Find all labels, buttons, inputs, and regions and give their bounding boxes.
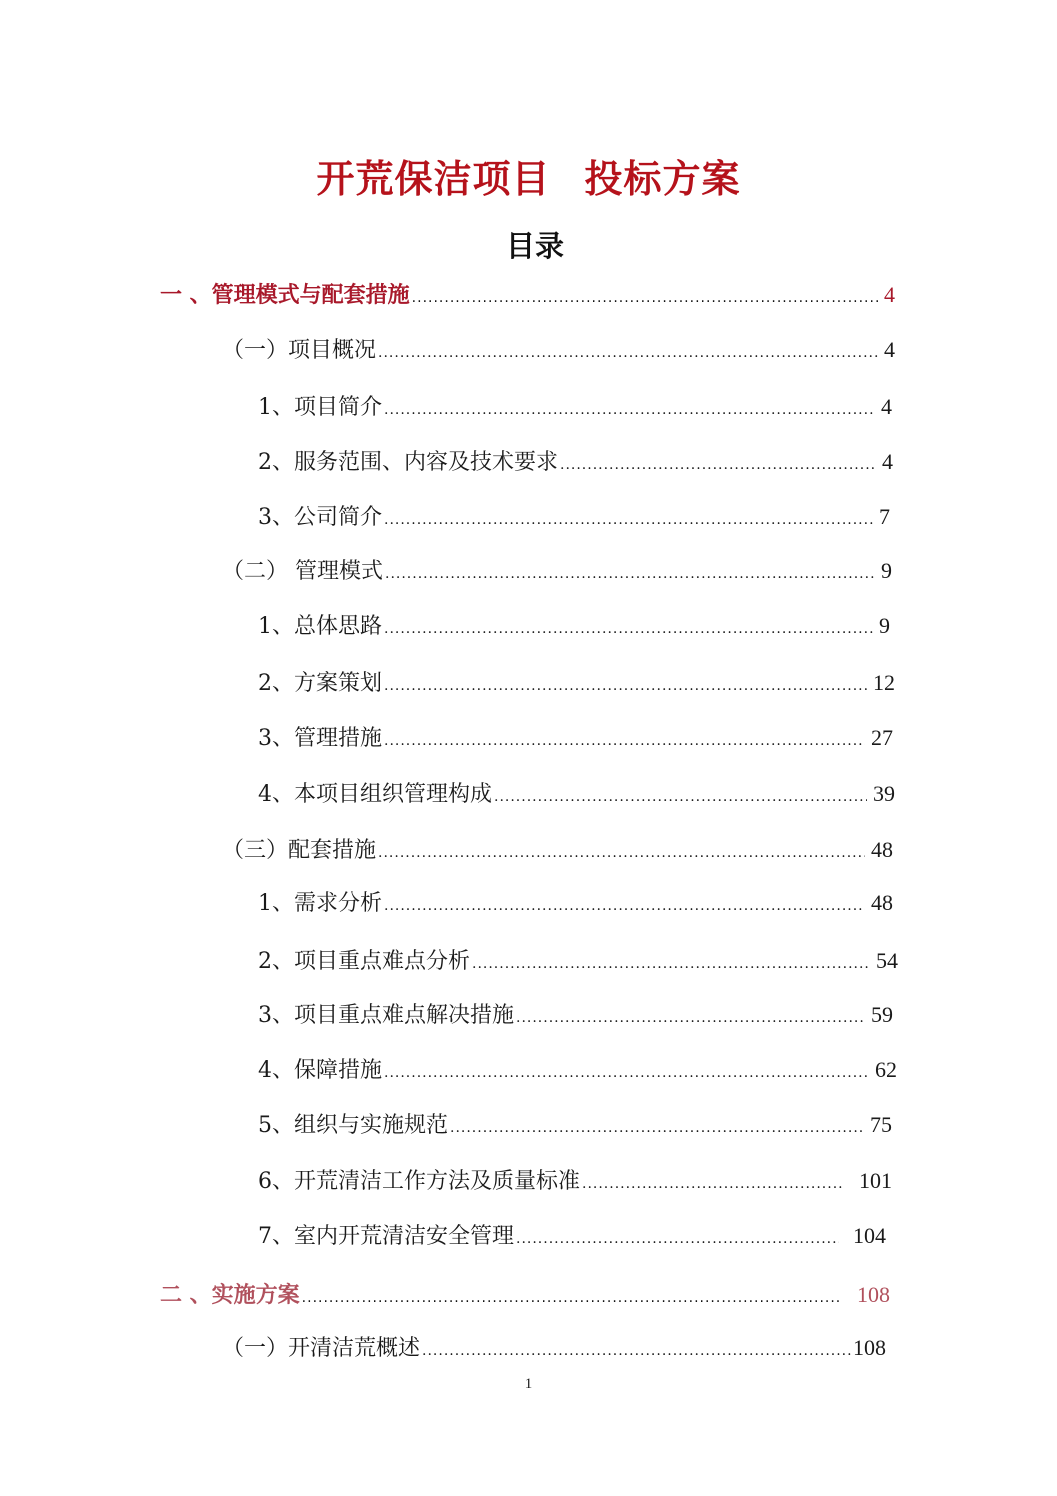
toc-page: 4: [882, 449, 893, 474]
toc-page: 104: [853, 1223, 886, 1248]
toc-entry-level3[interactable]: [258, 779, 895, 809]
toc-label: 4、保障措施: [258, 1058, 382, 1083]
toc-entry-level1[interactable]: [160, 1280, 890, 1310]
toc-page: 48: [871, 837, 893, 862]
toc-page: 108: [853, 1335, 886, 1360]
leader-dots: [494, 782, 867, 812]
toc-entry-level3[interactable]: [258, 888, 893, 918]
toc-page: 108: [857, 1282, 890, 1307]
leader-dots: [450, 1113, 864, 1143]
toc-entry-level3[interactable]: [258, 1000, 893, 1030]
title-part-1: 开荒保洁项目: [316, 157, 551, 201]
toc-label: 二 、实施方案: [160, 1283, 300, 1308]
toc-label: 2、项目重点难点分析: [258, 949, 470, 974]
title-part-2: 投标方案: [584, 157, 741, 201]
leader-dots: [422, 1336, 853, 1366]
toc-entry-level2[interactable]: [222, 835, 893, 865]
toc-label: 7、室内开荒清洁安全管理: [258, 1224, 514, 1249]
toc-entry-level3[interactable]: [258, 723, 893, 753]
toc-page: 9: [881, 558, 892, 583]
leader-dots: [582, 1169, 843, 1199]
toc-page: 54: [876, 948, 898, 973]
toc-label: 4、本项目组织管理构成: [258, 782, 492, 807]
toc-page: 75: [870, 1112, 892, 1137]
toc-label: 5、组织与实施规范: [258, 1113, 448, 1138]
toc-label: 1、项目简介: [258, 395, 382, 420]
toc-page: 62: [875, 1057, 897, 1082]
leader-dots: [412, 283, 878, 313]
toc-label: （一）项目概况: [222, 338, 377, 363]
toc-entry-level3[interactable]: [258, 1221, 886, 1251]
toc-label: 2、方案策划: [258, 671, 382, 696]
leader-dots: [516, 1003, 865, 1033]
leader-dots: [516, 1224, 839, 1254]
leader-dots: [378, 838, 865, 868]
leader-dots: [472, 949, 870, 979]
toc-label: 2、服务范围、内容及技术要求: [258, 450, 558, 475]
toc-entry-level3[interactable]: [258, 392, 892, 422]
document-title: [0, 148, 1057, 203]
toc-page: 4: [881, 394, 892, 419]
toc-entry-level3[interactable]: [258, 1055, 897, 1085]
leader-dots: [384, 614, 873, 644]
toc-entry-level3[interactable]: [258, 502, 890, 532]
toc-entry-level3[interactable]: [258, 447, 893, 477]
leader-dots: [384, 726, 865, 756]
toc-page: 27: [871, 725, 893, 750]
leader-dots: [560, 450, 876, 480]
toc-page: 4: [884, 282, 895, 307]
toc-entry-level3[interactable]: [258, 611, 890, 641]
toc-page: 59: [871, 1002, 893, 1027]
toc-label: 3、项目重点难点解决措施: [258, 1003, 514, 1028]
toc-page: 7: [879, 504, 890, 529]
toc-page: 48: [871, 890, 893, 915]
leader-dots: [384, 671, 867, 701]
leader-dots: [378, 338, 878, 368]
toc-label: 1、总体思路: [258, 614, 382, 639]
toc-label: （三）配套措施: [222, 838, 377, 863]
toc-page: 9: [879, 613, 890, 638]
toc-entry-level2[interactable]: [222, 556, 892, 586]
toc-label: 3、管理措施: [258, 726, 382, 751]
toc-entry-level2[interactable]: [222, 1333, 886, 1363]
leader-dots: [302, 1283, 839, 1313]
leader-dots: [384, 505, 873, 535]
toc-label: （一）开清洁荒概述: [222, 1336, 421, 1361]
toc-entry-level3[interactable]: [258, 1166, 892, 1196]
leader-dots: [384, 891, 865, 921]
toc-page: 101: [859, 1168, 892, 1193]
toc-entry-level1[interactable]: [160, 280, 895, 310]
toc-entry-level3[interactable]: [258, 668, 895, 698]
leader-dots: [384, 395, 875, 425]
toc-page: 4: [884, 337, 895, 362]
toc-heading: 目录: [505, 229, 564, 263]
leader-dots: [385, 559, 875, 589]
toc-entry-level3[interactable]: [258, 1110, 892, 1140]
toc-entry-level2[interactable]: [222, 335, 895, 365]
toc-label: （二） 管理模式: [222, 559, 383, 584]
toc-label: 3、公司简介: [258, 505, 382, 530]
toc-label: 1、需求分析: [258, 891, 382, 916]
page-number: 1: [524, 1376, 533, 1392]
toc-page: 12: [873, 670, 895, 695]
leader-dots: [384, 1058, 869, 1088]
toc-label: 6、开荒清洁工作方法及质量标准: [258, 1169, 580, 1194]
toc-entry-level3[interactable]: [258, 946, 898, 976]
toc-label: 一 、管理模式与配套措施: [160, 283, 410, 308]
toc-page: 39: [873, 781, 895, 806]
